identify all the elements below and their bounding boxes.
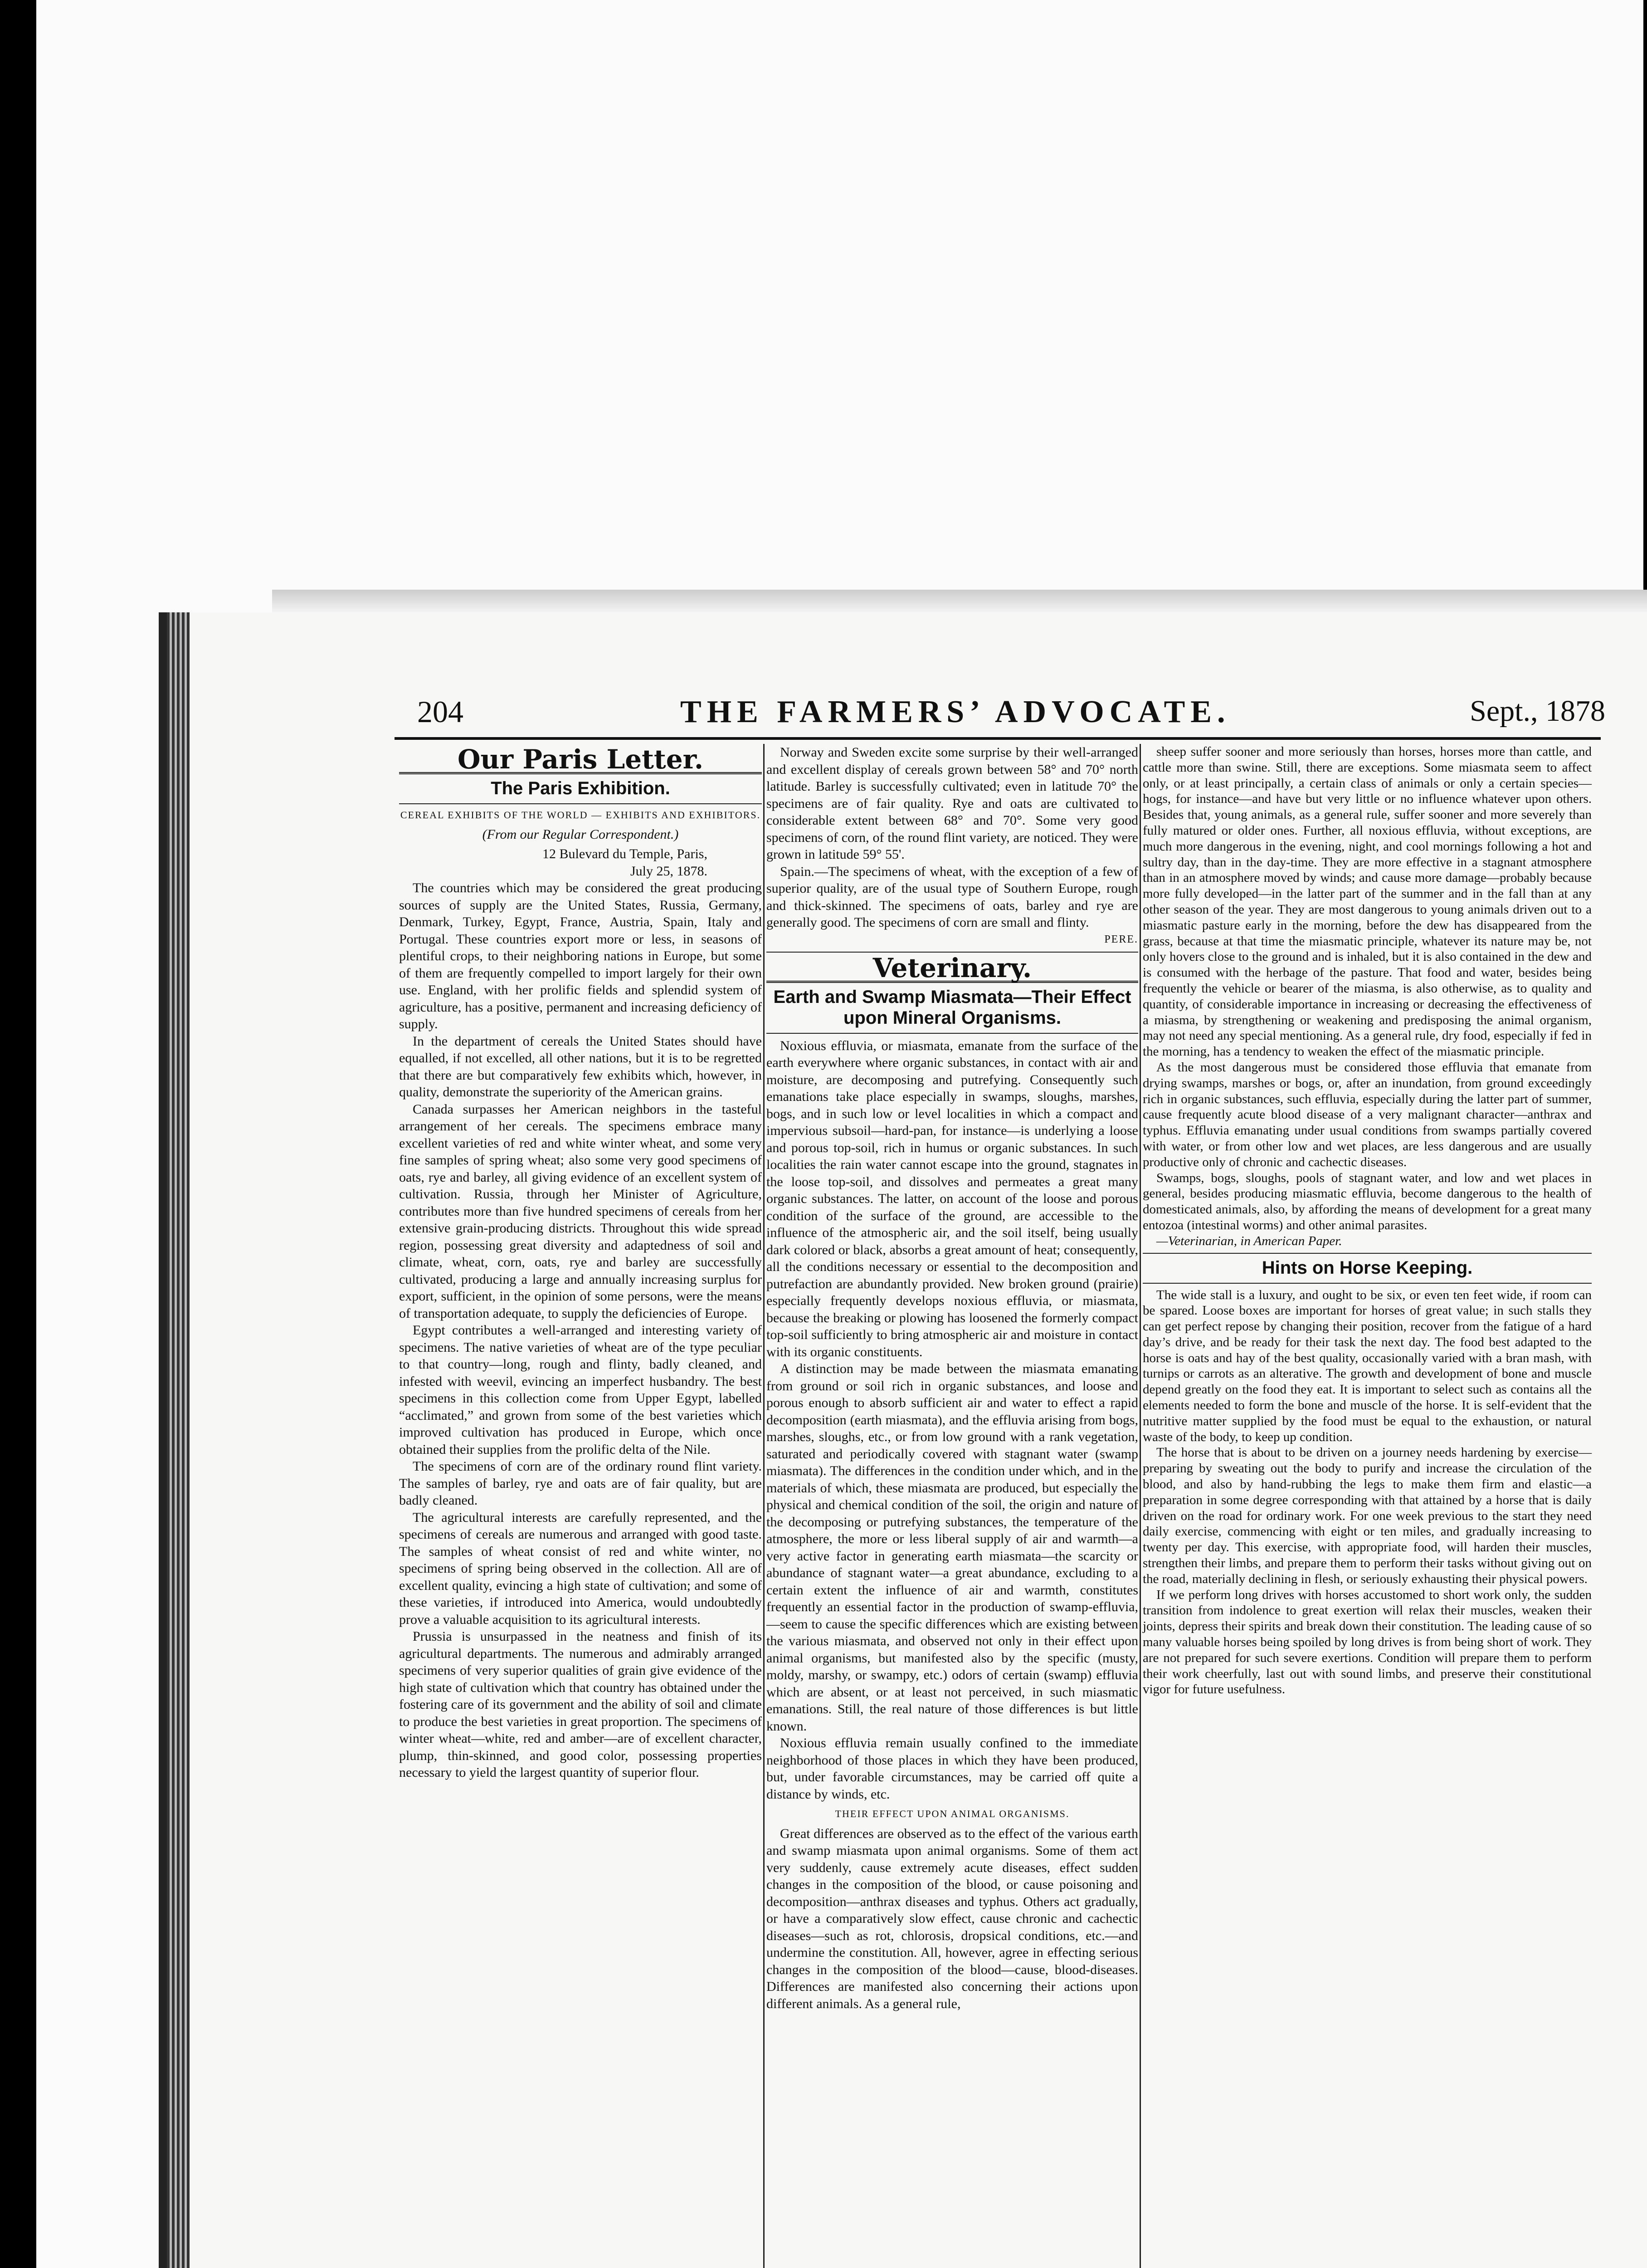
paragraph: Noxious effluvia, or miasmata, emanate from the surface of the earth everywhere where organic substances, in contact with air and moisture, are decomposing and putrefying. Consequently such emanations take place especially in swamps, sloughs, marshes, bogs, and in such low or level localities in which a compact and impervious subsoil—hard-pan, for instance—is underlying a loose and porous top-soil, rich in humus or organic substances. In such localities the rain water cannot escape into the ground, stagnates in the loose top-soil, and dissolves and permeates a great many organic substances. The latter, on account of the loose and porous condition of the surface of the ground, are accessible to the influence of the atmospheric air, and the soil itself, being usually dark colored or black, absorbs a great amount of heat; consequently, all the conditions necessary or essential to the decomposition and putrefaction are abundantly provided. New broken ground (prairie) especially frequently develops noxious effluvia, or miasmata, because the breaking or plowing has loosened the formerly compact top-soil sufficiently to bring atmospheric air and moisture in contact with its organic constituents. xyxy=(766,1038,1138,1359)
paragraph: If we perform long drives with horses accustomed to short work only, the sudden transition from indolence to great exertion will relax their muscles, weaken their joints, depress their spirits and break down their constitution. The leading cause of so many valuable horses being spoiled by long drives is from being short of work. They are not prepared for such severe exertions. Condition will prepare them to perform their work cheerfully, last out with sound limbs, and preserve their constitutional vigor for future usefulness. xyxy=(1143,1587,1592,1697)
rule xyxy=(399,803,762,804)
issue-date: Sept., 1878 xyxy=(1470,694,1605,728)
paragraph: Norway and Sweden excite some surprise by their well-arranged and excellent display of cereals grown between 58° and 70° north latitude. Barley is successfully cultivated; even in latitude 70° the specimens are of fair quality. Rye and oats are cultivated to considerable extent between 68° and 70°. Some very good specimens of corn, of the round flint variety, are noticed. They were grown in latitude 59° 55'. xyxy=(766,745,1138,862)
dateline-date: July 25, 1878. xyxy=(630,863,707,879)
column-1 xyxy=(399,744,762,1781)
correspondent-note: (From our Regular Correspondent.) xyxy=(482,826,679,842)
paragraph: Canada surpasses her American neighbors in the tasteful arrangement of her cereals. The specimens embrace many excellent varieties of red and white winter wheat, and some very fine samples of spring wheat; also some very good specimens of oats, rye and barley, all giving evidence of an excellent system of cultivation. Russia, through her Minister of Agriculture, contributes more than five hundred specimens of cereals from her extensive grain-producing districts. Throughout this wide spread region, possessing great diversity and adaptedness of soil and climate, wheat, corn, oats, rye and barley are successfully cultivated, producing a large and annually increasing surplus for export, sufficient, in the opinion of some persons, were the means of transportation adequate, to supply the deficiencies of Europe. xyxy=(399,1101,762,1321)
section-subheading: THEIR EFFECT UPON ANIMAL ORGANISMS. xyxy=(835,1808,1070,1819)
page-number: 204 xyxy=(417,694,463,729)
department-heading-paris: Our Paris Letter. xyxy=(457,744,704,775)
paragraph: The wide stall is a luxury, and ought to be six, or even ten feet wide, if room can be spared. Loose boxes are important for horses of great value; in such stalls they can get perfect repose by changing their position, recover from the fatigue of a hard day’s drive, and be ready for their task the next day. The food best adapted to the horse is oats and hay of the best quality, occasionally varied with a bran mash, with turnips or carrots as an alterative. The growth and development of bone and muscle depend greatly on the food they eat. It is important to select such as contains all the elements needed to form the bone and muscle of the horse. It is self-evident that the nutritive matter supplied by the food must be equal to the exhaustion, or natural waste of the body, to keep up condition. xyxy=(1143,1287,1592,1444)
paragraph: The countries which may be considered the great producing sources of supply are the United States, Russia, Germany, Denmark, Turkey, Egypt, France, Austria, Spain, Italy and Portugal. These countries export more or less, in seasons of plentiful crops, to their neighboring nations in Europe, but some of them are frequently compelled to import largely for their own use. England, with her prolific fields and splendid system of agriculture, has a positive, permanent and increasing deficiency of supply. xyxy=(399,880,762,1031)
column-3 xyxy=(1143,744,1592,1697)
paragraph: The agricultural interests are carefully represented, and the specimens of cereals are numerous and arranged with good taste. The samples of wheat consist of red and white winter, no specimens of spring being observed in the collection. All are of excellent quality, evincing a high state of cultivation; and some of these varieties, if introduced into America, would undoubtedly prove a valuable acquisition to its agricultural interests. xyxy=(399,1510,762,1627)
paragraph: A distinction may be made between the miasmata emanating from ground or soil rich in organic substances, and loose and porous enough to absorb sufficient air and water to effect a rapid decomposition (earth miasmata), and the effluvia arising from bogs, marshes, sloughs, etc., or from low ground with a rank vegetation, saturated and periodically covered with stagnant water (swamp miasmata). The differences in the condition under which, and in the materials of which, these miasmata are produced, but especially the physical and chemical condition of the soil, the origin and nature of the decomposing or putrefying substances, the temperature of the atmosphere, the more or less liberal supply of air and warmth—a very active factor in generating earth miasmata—the scarcity or abundance of stagnant water—a great abundance, excluding to a certain extent the influence of air and warmth, constitutes frequently an essential factor in the production of swamp-effluvia,—seem to cause the specific differences which are existing between the various miasmata, and observed not only in their effect upon animal organisms, but manifested also by the specific (musty, moldy, marshy, or swampy, etc.) odors of certain (swamp) effluvia which are absent, or at least not perceived, in such miasmatic emanations. Still, the real nature of those differences is but little known. xyxy=(766,1361,1138,1734)
volume-spine xyxy=(167,612,190,2268)
masthead xyxy=(417,694,1605,730)
article-headline-paris: The Paris Exhibition. xyxy=(491,778,670,798)
paragraph: Swamps, bogs, sloughs, pools of stagnant water, and low and wet places in general, besides producing miasmatic effluvia, become dangerous to the health of domesticated animals, also, by affording the means of development for a great many entozoa (intestinal worms) and other animal parasites. xyxy=(1143,1170,1592,1232)
article-subhead: CEREAL EXHIBITS OF THE WORLD — EXHIBITS AND EXHIBITORS. xyxy=(400,809,761,821)
column-2 xyxy=(766,744,1138,2012)
paragraph: Noxious effluvia remain usually confined to the immediate neighborhood of those places in which they have been produced, but, under favorable circumstances, may be carried off quite a distance by winds, etc. xyxy=(766,1735,1138,1802)
masthead-rule xyxy=(395,737,1601,740)
column-rule-1 xyxy=(763,744,765,2268)
paragraph: The horse that is about to be driven on a journey needs hardening by exercise—preparing by sweating out the body to purify and increase the circulation of the blood, and also by hand-rubbing the legs to make them firm and elastic—a preparation in some degree corresponding with that attained by a horse that is daily driven on the road for ordinary work. For one week previous to the start they need daily exercise, commencing with eight or ten miles, and gradually increasing to twenty per day. This exercise, with appropriate food, will harden their muscles, strengthen their limbs, and prepare them to perform their tasks without giving out on the road, materially declining in flesh, or seriously exhausting their physical powers. xyxy=(1143,1445,1592,1586)
article-headline-miasmata: Earth and Swamp Miasmata—Their Effect upon Mineral Organisms. xyxy=(773,987,1131,1028)
paragraph: Prussia is unsurpassed in the neatness and finish of its agricultural departments. The numerous and admirably arranged specimens of very superior qualities of grain give evidence of the high state of cultivation which that country has obtained under the fostering care of its government and the ability of soil and climate to produce the best varieties in great proportion. The specimens of winter wheat—white, red and amber—are of excellent character, plump, thin-skinned, and good color, possessing properties necessary to yield the largest quantity of superior flour. xyxy=(399,1629,762,1780)
rule xyxy=(1143,1253,1592,1254)
paragraph: In the department of cereals the United States should have equalled, if not excelled, all other nations, but it is to be regretted that there are but comparatively few exhibits which, however, in quality, demonstrate the superiority of the American grains. xyxy=(399,1033,762,1100)
paragraph: Spain.—The specimens of wheat, with the exception of a few of superior quality, are of the usual type of Southern Europe, rough and thick-skinned. The specimens of oats, barley and rye are generally good. The specimens of corn are small and flinty. xyxy=(766,864,1138,930)
author-signature: PERE. xyxy=(1104,933,1138,945)
page-edge-shadow xyxy=(272,590,1647,612)
dateline-address: 12 Bulevard du Temple, Paris, xyxy=(542,846,707,861)
publication-title: THE FARMERS’ ADVOCATE. xyxy=(680,694,1231,729)
paragraph: Egypt contributes a well-arranged and interesting variety of specimens. The native varieties of wheat are of the type peculiar to that country—long, rough and flinty, badly cleaned, and infested with weevil, evincing an imperfect husbandry. The best specimens in this collection come from Upper Egypt, labelled “acclimated,” and grown from some of the best varieties which improved cultivation has produced in Europe, which once obtained their supplies from the prolific delta of the Nile. xyxy=(399,1323,762,1457)
paragraph: The specimens of corn are of the ordinary round flint variety. The samples of barley, rye and oats are of fair quality, but are badly cleaned. xyxy=(399,1459,762,1508)
rule xyxy=(1143,1283,1592,1284)
article-source: —Veterinarian, in American Paper. xyxy=(1156,1233,1342,1248)
rule xyxy=(766,1033,1138,1034)
paragraph: sheep suffer sooner and more seriously than horses, horses more than cattle, and cattle more than swine. Still, there are exceptions. Some miasmata seem to affect only, or at least principally, a certain class of animals or only a certain species—hogs, for instance—and have but very little or no influence whatever upon others. Besides that, young animals, as a general rule, suffer sooner and more severely than fully matured or older ones. Further, all noxious effluvia, without exceptions, are much more dangerous in the evening, night, and cool mornings following a hot and sultry day, than in the day-time. They are more effective in a stagnant atmosphere than in an atmosphere moved by winds; and cause more damage—probably because more fully developed—in the latter part of the summer and in the fall than at any other season of the year. They are most dangerous to young animals driven out to a miasmatic pasture early in the morning, before the dew has disappeared from the grass, because at that time the miasmatic principle, whatever its nature may be, not only hovers close to the ground and is inhaled, but it is also contained in the dew and is consumed with the herbage of the pasture. That food and water, besides being frequently the vehicle or bearer of the miasma, is also otherwise, as to quality and quantity, of considerable importance in increasing or decreasing the effectiveness of a miasma, by strengthening or weakening and predisposing the animal organism, may not need any special mentioning. As a general rule, dry food, especially if fed in the morning, has a tendency to weaken the effect of the miasmatic principle. xyxy=(1143,744,1592,1059)
column-rule-2 xyxy=(1140,744,1141,2268)
paragraph: Great differences are observed as to the effect of the various earth and swamp miasmata upon animal organisms. Some of them act very suddenly, cause extremely acute diseases, effect sudden changes in the composition of the blood, or cause poisoning and decomposition—anthrax diseases and typhus. Others act gradually, or have a comparatively slow effect, cause chronic and cachectic diseases—such as rot, chlorosis, dropsical conditions, etc.—and undermine the constitution. All, however, agree in effecting serious changes in the composition of the blood—cause, blood-diseases. Differences are manifested also concerning their actions upon different animals. As a general rule, xyxy=(766,1826,1138,2011)
paragraph: As the most dangerous must be considered those effluvia that emanate from drying swamps, marshes or bogs, or, after an inundation, from ground exceedingly rich in organic substances, such effluvia, especially during the latter part of summer, cause frequently acute blood disease of a very malignant character—anthrax and typhus. Effluvia emanating under usual conditions from swamps partially covered with water, or from other low and wet places, are less dangerous and are usually productive only of chronic and cachectic diseases. xyxy=(1143,1060,1592,1169)
department-heading-veterinary: Veterinary. xyxy=(872,953,1032,983)
article-headline-horse: Hints on Horse Keeping. xyxy=(1262,1257,1473,1278)
